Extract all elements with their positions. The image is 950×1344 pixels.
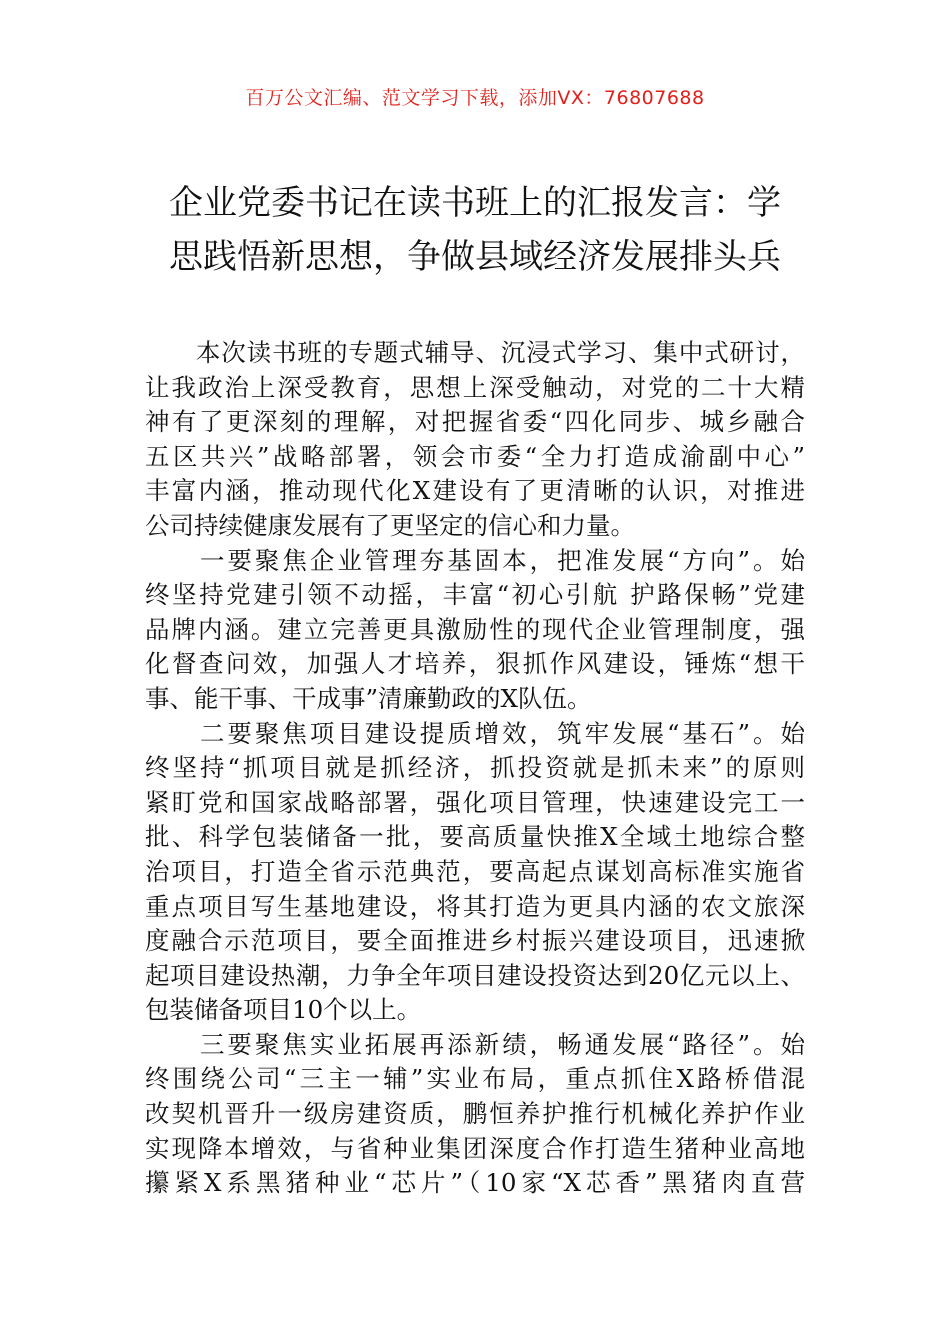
paragraph-line: 终围绕公司“三主一辅”实业布局，重点抓住X路桥借混 xyxy=(145,1064,805,1094)
paragraph-line: 一要聚焦企业管理夯基固本，把准发展“方向”。始 xyxy=(145,545,805,575)
paragraph-line: 重点项目写生基地建设，将其打造为更具内涵的农文旅深 xyxy=(145,891,805,921)
paragraph-line: 批、科学包装储备一批，要高质量快推X全域土地综合整 xyxy=(145,822,805,852)
paragraph-point-3 xyxy=(145,1028,805,1201)
paragraph-line: 度融合示范项目，要全面推进乡村振兴建设项目，迅速掀 xyxy=(145,926,805,956)
paragraph-line: 实现降本增效，与省种业集团深度合作打造生猪种业高地 xyxy=(145,1133,805,1163)
title-line-1: 企业党委书记在读书班上的汇报发言：学 xyxy=(169,183,781,223)
paragraph-line: 事、能干事、干成事”清廉勤政的X队伍。 xyxy=(145,683,592,713)
paragraph-line: 五区共兴”战略部署，领会市委“全力打造成渝副中心” xyxy=(145,441,805,471)
paragraph-point-1 xyxy=(145,544,805,717)
header-note: 百万公文汇编、范文学习下载，添加VX：76807688 xyxy=(245,87,705,109)
paragraph-line: 紧盯党和国家战略部署，强化项目管理，快速建设完工一 xyxy=(145,787,805,817)
paragraph-line: 化督查问效，加强人才培养，狠抓作风建设，锤炼“想干 xyxy=(145,649,805,679)
paragraph-line: 攥紧X系黑猪种业“芯片”（10家“X芯香”黑猪肉直营 xyxy=(145,1168,805,1198)
paragraph-line: 公司持续健康发展有了更坚定的信心和力量。 xyxy=(145,510,635,540)
paragraph-line: 治项目，打造全省示范典范，要高起点谋划高标准实施省 xyxy=(145,856,805,886)
paragraph-line: 终坚持党建引领不动摇，丰富“初心引航 护路保畅”党建 xyxy=(145,580,805,610)
paragraph-line: 丰富内涵，推动现代化X建设有了更清晰的认识，对推进 xyxy=(145,476,805,506)
paragraph-line: 终坚持“抓项目就是抓经济，抓投资就是抓未来”的原则 xyxy=(145,753,805,783)
document-body xyxy=(145,336,805,1201)
paragraph-line: 让我政治上深受教育，思想上深受触动，对党的二十大精 xyxy=(145,372,805,402)
paragraph-line: 神有了更深刻的理解，对把握省委“四化同步、城乡融合 xyxy=(145,407,805,437)
paragraph-line: 起项目建设热潮，力争全年项目建设投资达到20亿元以上、 xyxy=(145,960,805,990)
title-line-2: 思践悟新思想，争做县域经济发展排头兵 xyxy=(169,237,781,277)
page-title xyxy=(150,176,800,284)
paragraph-line: 二要聚焦项目建设提质增效，筑牢发展“基石”。始 xyxy=(145,718,805,748)
paragraph-line: 包装储备项目10个以上。 xyxy=(145,995,422,1025)
paragraph-point-2 xyxy=(145,717,805,1028)
paragraph-line: 品牌内涵。建立完善更具激励性的现代企业管理制度，强 xyxy=(145,614,805,644)
paragraph-intro xyxy=(145,336,805,544)
paragraph-line: 三要聚焦实业拓展再添新绩，畅通发展“路径”。始 xyxy=(145,1029,805,1059)
paragraph-line: 改契机晋升一级房建资质，鹏恒养护推行机械化养护作业 xyxy=(145,1099,805,1129)
paragraph-line: 本次读书班的专题式辅导、沉浸式学习、集中式研讨， xyxy=(145,338,805,367)
